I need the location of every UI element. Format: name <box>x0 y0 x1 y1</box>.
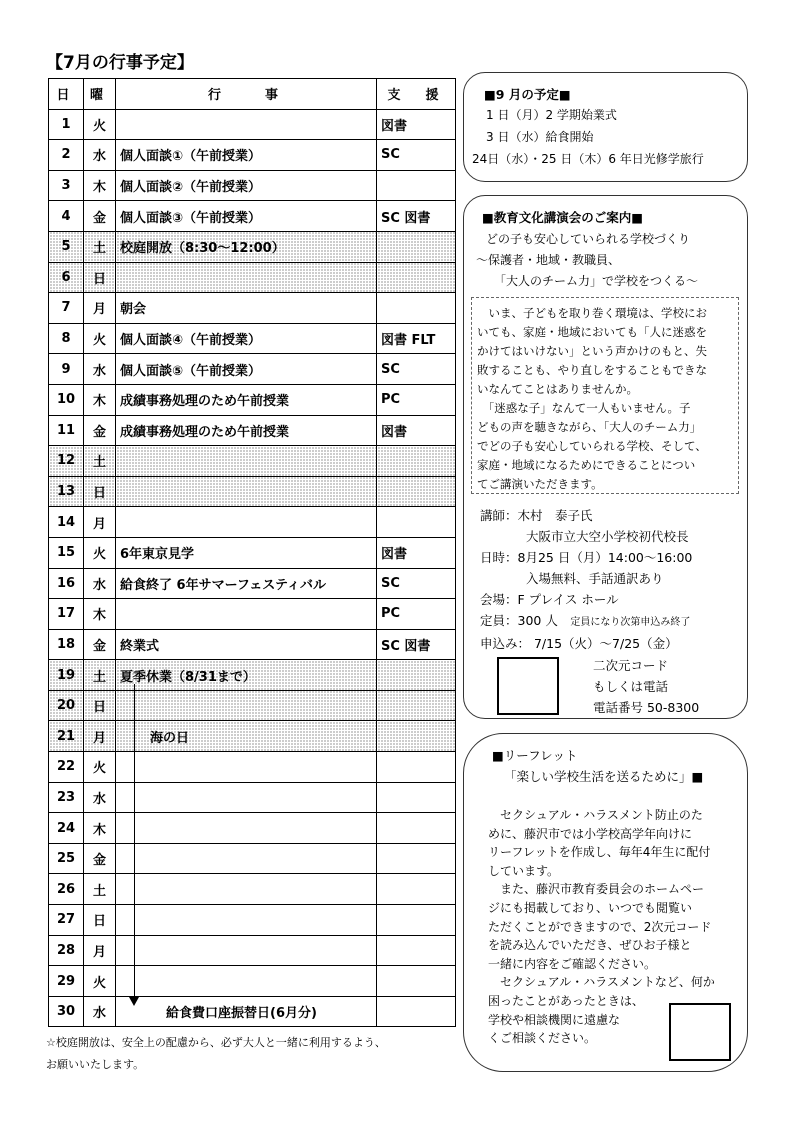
weekday-cell: 月 <box>84 721 116 752</box>
day-cell: 26 <box>49 874 84 905</box>
event-cell <box>116 752 377 783</box>
lecture-capacity-line <box>480 610 692 633</box>
support-cell: 図書 <box>377 537 456 568</box>
table-row <box>49 813 456 844</box>
footnote-line2: お願いいたします。 <box>46 1058 145 1071</box>
leaflet-body-line: を読み込んでいただき、ぜひお子様と <box>488 938 692 953</box>
table-row <box>49 323 456 354</box>
event-cell: 校庭開放（8:30～12:00） <box>116 231 377 262</box>
event-cell: 個人面談④（午前授業） <box>116 323 377 354</box>
table-row <box>49 568 456 599</box>
lecture-body-line: どもの声を聴きながら、「大人のチーム力」 <box>477 420 702 434</box>
leaflet-body-line: しています。 <box>488 863 560 878</box>
support-cell <box>377 843 456 874</box>
weekday-cell: 火 <box>84 752 116 783</box>
lecture-subtitle: 「大人のチーム力」で学校をつくる～ <box>494 274 699 288</box>
lecture-admission: 入場無料、手話通訳あり <box>526 571 664 586</box>
day-cell: 29 <box>49 966 84 997</box>
event-cell: 給食費口座振替日(6月分) <box>116 996 377 1027</box>
header-day: 日 <box>49 79 84 110</box>
table-header-row <box>49 79 456 110</box>
event-cell <box>116 262 377 293</box>
support-cell <box>377 293 456 324</box>
table-row <box>49 201 456 232</box>
september-item: 3 日（水）給食開始 <box>486 130 594 144</box>
weekday-cell: 水 <box>84 140 116 171</box>
lecture-apply: 申込み： 7/15（火）～7/25（金） <box>480 636 678 651</box>
lecture-datetime: 日時：8月25 日（月）14:00～16:00 <box>480 550 693 565</box>
weekday-cell: 月 <box>84 293 116 324</box>
support-cell: SC 図書 <box>377 201 456 232</box>
lecture-body-line: いても、家庭・地域においても「人に迷惑を <box>477 325 707 339</box>
weekday-cell: 日 <box>84 476 116 507</box>
day-cell: 25 <box>49 843 84 874</box>
leaflet-body-line: セクシュアル・ハラスメント防止のた <box>488 808 703 822</box>
table-row <box>49 660 456 691</box>
support-cell <box>377 660 456 691</box>
event-cell <box>116 507 377 538</box>
weekday-cell: 水 <box>84 354 116 385</box>
support-cell <box>377 231 456 262</box>
weekday-cell: 金 <box>84 843 116 874</box>
day-cell: 3 <box>49 170 84 201</box>
table-row <box>49 140 456 171</box>
leaflet-qr-code[interactable] <box>669 1003 731 1061</box>
day-cell: 15 <box>49 537 84 568</box>
table-row <box>49 446 456 477</box>
table-row <box>49 874 456 905</box>
table-row <box>49 966 456 997</box>
leaflet-title: 「楽しい学校生活を送るために」■ <box>504 769 704 784</box>
day-cell: 28 <box>49 935 84 966</box>
lecture-qr-code[interactable] <box>497 657 559 715</box>
support-cell: 図書 <box>377 415 456 446</box>
weekday-cell: 土 <box>84 874 116 905</box>
day-cell: 22 <box>49 752 84 783</box>
weekday-cell: 土 <box>84 231 116 262</box>
weekday-cell: 月 <box>84 935 116 966</box>
day-cell: 19 <box>49 660 84 691</box>
day-cell: 18 <box>49 629 84 660</box>
support-cell: 図書 FLT <box>377 323 456 354</box>
support-cell: PC <box>377 599 456 630</box>
event-cell: 朝会 <box>116 293 377 324</box>
weekday-cell: 金 <box>84 629 116 660</box>
lecture-venue: 会場：F プレイス ホール <box>480 592 619 607</box>
day-cell: 2 <box>49 140 84 171</box>
day-cell: 30 <box>49 996 84 1027</box>
weekday-cell: 月 <box>84 507 116 538</box>
support-cell <box>377 446 456 477</box>
weekday-cell: 日 <box>84 905 116 936</box>
september-heading: ■9 月の予定■ <box>484 87 571 102</box>
weekday-cell: 火 <box>84 966 116 997</box>
event-cell <box>116 109 377 140</box>
day-cell: 16 <box>49 568 84 599</box>
leaflet-body-line: くご相談ください。 <box>488 1031 597 1046</box>
support-cell: PC <box>377 384 456 415</box>
day-cell: 9 <box>49 354 84 385</box>
weekday-cell: 水 <box>84 996 116 1027</box>
lecture-capacity-note: 定員になり次第申込み終了 <box>570 617 691 628</box>
lecture-body-line: いま、子どもを取り巻く環境は、学校にお <box>477 306 707 320</box>
event-cell <box>116 935 377 966</box>
page-title: 【7月の行事予定】 <box>46 53 194 73</box>
support-cell: SC <box>377 354 456 385</box>
event-cell <box>116 843 377 874</box>
leaflet-heading: ■リーフレット <box>492 748 578 763</box>
weekday-cell: 木 <box>84 813 116 844</box>
support-cell <box>377 752 456 783</box>
table-row <box>49 935 456 966</box>
qr-label: 二次元コード <box>593 658 669 673</box>
lecture-contact <box>593 655 699 718</box>
or-phone-label: もしくは電話 <box>593 679 669 694</box>
event-cell: 個人面談⑤（午前授業） <box>116 354 377 385</box>
weekday-cell: 木 <box>84 599 116 630</box>
event-cell: 個人面談②（午前授業） <box>116 170 377 201</box>
event-cell <box>116 782 377 813</box>
table-row <box>49 293 456 324</box>
event-cell: 終業式 <box>116 629 377 660</box>
table-row <box>49 476 456 507</box>
day-cell: 13 <box>49 476 84 507</box>
header-event: 行 事 <box>116 79 377 110</box>
day-cell: 12 <box>49 446 84 477</box>
day-cell: 21 <box>49 721 84 752</box>
weekday-cell: 木 <box>84 170 116 201</box>
support-cell <box>377 507 456 538</box>
support-cell <box>377 721 456 752</box>
event-cell: 海の日 <box>116 721 377 752</box>
weekday-cell: 土 <box>84 660 116 691</box>
event-cell: 成績事務処理のため午前授業 <box>116 384 377 415</box>
leaflet-body-line: セクシュアル・ハラスメントなど、何か <box>488 975 715 990</box>
leaflet-body-line: ただくことができますので、2次元コード <box>488 919 712 934</box>
table-row <box>49 721 456 752</box>
leaflet-body-line: ジにも掲載しており、いつでも閲覧い <box>488 900 693 915</box>
event-cell: 個人面談①（午前授業） <box>116 140 377 171</box>
event-cell <box>116 446 377 477</box>
table-row <box>49 170 456 201</box>
lecture-capacity: 定員：300 人 <box>480 613 558 628</box>
lecture-body-line: 「迷惑な子」なんて一人もいません。子 <box>477 401 691 415</box>
day-cell: 11 <box>49 415 84 446</box>
weekday-cell: 日 <box>84 690 116 721</box>
support-cell <box>377 170 456 201</box>
support-cell <box>377 874 456 905</box>
lecture-details <box>480 505 692 654</box>
weekday-cell: 火 <box>84 323 116 354</box>
table-row <box>49 109 456 140</box>
weekday-cell: 水 <box>84 568 116 599</box>
weekday-cell: 日 <box>84 262 116 293</box>
table-row <box>49 415 456 446</box>
leaflet-body-line: めに、藤沢市では小学校高学年向けに <box>488 826 693 841</box>
table-row <box>49 782 456 813</box>
event-cell <box>116 874 377 905</box>
table-row <box>49 384 456 415</box>
leaflet-body-line: リーフレットを作成し、毎年4年生に配付 <box>488 845 711 860</box>
table-row <box>49 843 456 874</box>
september-schedule-box <box>463 72 748 182</box>
leaflet-body-line: 一緒に内容をご確認ください。 <box>488 956 657 971</box>
support-cell <box>377 476 456 507</box>
leaflet-body-line: 学校や相談機関に遠慮な <box>488 1012 621 1027</box>
header-weekday: 曜 <box>84 79 116 110</box>
day-cell: 5 <box>49 231 84 262</box>
leaflet-body-line: 困ったことがあったときは、 <box>488 993 644 1008</box>
day-cell: 7 <box>49 293 84 324</box>
event-cell <box>116 599 377 630</box>
table-row <box>49 507 456 538</box>
schedule-table <box>48 78 456 1027</box>
day-cell: 4 <box>49 201 84 232</box>
lecture-body-line: 敗することも、やり直しをすることもできな <box>477 363 707 377</box>
footnote-line1: ☆校庭開放は、安全上の配慮から、必ず大人と一緒に利用するよう、 <box>46 1036 386 1049</box>
table-row <box>49 537 456 568</box>
event-cell: 夏季休業（8/31まで） <box>116 660 377 691</box>
weekday-cell: 木 <box>84 384 116 415</box>
event-cell <box>116 476 377 507</box>
lecture-subtitle: ～保護者・地域・教職員、 <box>476 253 621 267</box>
support-cell <box>377 966 456 997</box>
day-cell: 24 <box>49 813 84 844</box>
table-row <box>49 354 456 385</box>
lecture-body-line: てご講演いただきます。 <box>477 477 603 491</box>
support-cell <box>377 996 456 1027</box>
weekday-cell: 金 <box>84 415 116 446</box>
weekday-cell: 火 <box>84 109 116 140</box>
phone-number: 電話番号 50-8300 <box>593 700 700 715</box>
table-row <box>49 996 456 1027</box>
day-cell: 23 <box>49 782 84 813</box>
day-cell: 17 <box>49 599 84 630</box>
table-row <box>49 905 456 936</box>
event-cell: 個人面談③（午前授業） <box>116 201 377 232</box>
september-item: 1 日（月）2 学期始業式 <box>486 108 617 122</box>
weekday-cell: 金 <box>84 201 116 232</box>
support-cell <box>377 813 456 844</box>
support-cell <box>377 782 456 813</box>
support-cell <box>377 935 456 966</box>
summer-break-arrow-line <box>134 684 135 999</box>
lecture-body-line: かけてはいけない」という声かけのもと、失 <box>477 344 707 358</box>
lecture-body-line: でどの子も安心していられる学校、そして、 <box>477 439 707 453</box>
event-cell: 6年東京見学 <box>116 537 377 568</box>
support-cell <box>377 690 456 721</box>
september-item: 24日（水）・25 日（木）6 年日光修学旅行 <box>472 152 704 166</box>
lecture-body-line: 家庭・地域になるためにできることについ <box>477 458 696 472</box>
support-cell: SC <box>377 140 456 171</box>
table-row <box>49 690 456 721</box>
event-cell <box>116 905 377 936</box>
event-cell <box>116 813 377 844</box>
day-cell: 27 <box>49 905 84 936</box>
event-cell: 成績事務処理のため午前授業 <box>116 415 377 446</box>
leaflet-body-line: また、藤沢市教育委員会のホームペー <box>488 882 705 897</box>
support-cell: 図書 <box>377 109 456 140</box>
event-cell <box>116 966 377 997</box>
day-cell: 10 <box>49 384 84 415</box>
table-row <box>49 752 456 783</box>
support-cell: SC <box>377 568 456 599</box>
weekday-cell: 土 <box>84 446 116 477</box>
day-cell: 8 <box>49 323 84 354</box>
lecture-heading: ■教育文化講演会のご案内■ <box>482 210 644 225</box>
lecturer: 講師：木村 泰子氏 <box>480 508 593 523</box>
table-row <box>49 629 456 660</box>
day-cell: 14 <box>49 507 84 538</box>
event-cell <box>116 690 377 721</box>
weekday-cell: 火 <box>84 537 116 568</box>
day-cell: 6 <box>49 262 84 293</box>
header-support: 支 援 <box>377 79 456 110</box>
lecturer-title: 大阪市立大空小学校初代校長 <box>526 529 689 544</box>
support-cell <box>377 905 456 936</box>
arrow-down-icon <box>129 997 139 1006</box>
lecture-body-line: いなんてことはありませんか。 <box>477 382 638 396</box>
support-cell: SC 図書 <box>377 629 456 660</box>
lecture-subtitle: どの子も安心していられる学校づくり <box>486 232 691 246</box>
footnote <box>46 1032 466 1076</box>
day-cell: 20 <box>49 690 84 721</box>
day-cell: 1 <box>49 109 84 140</box>
lecture-description <box>477 304 739 494</box>
table-row <box>49 262 456 293</box>
weekday-cell: 水 <box>84 782 116 813</box>
support-cell <box>377 262 456 293</box>
event-cell: 給食終了 6年サマーフェスティバル <box>116 568 377 599</box>
table-row <box>49 231 456 262</box>
table-row <box>49 599 456 630</box>
